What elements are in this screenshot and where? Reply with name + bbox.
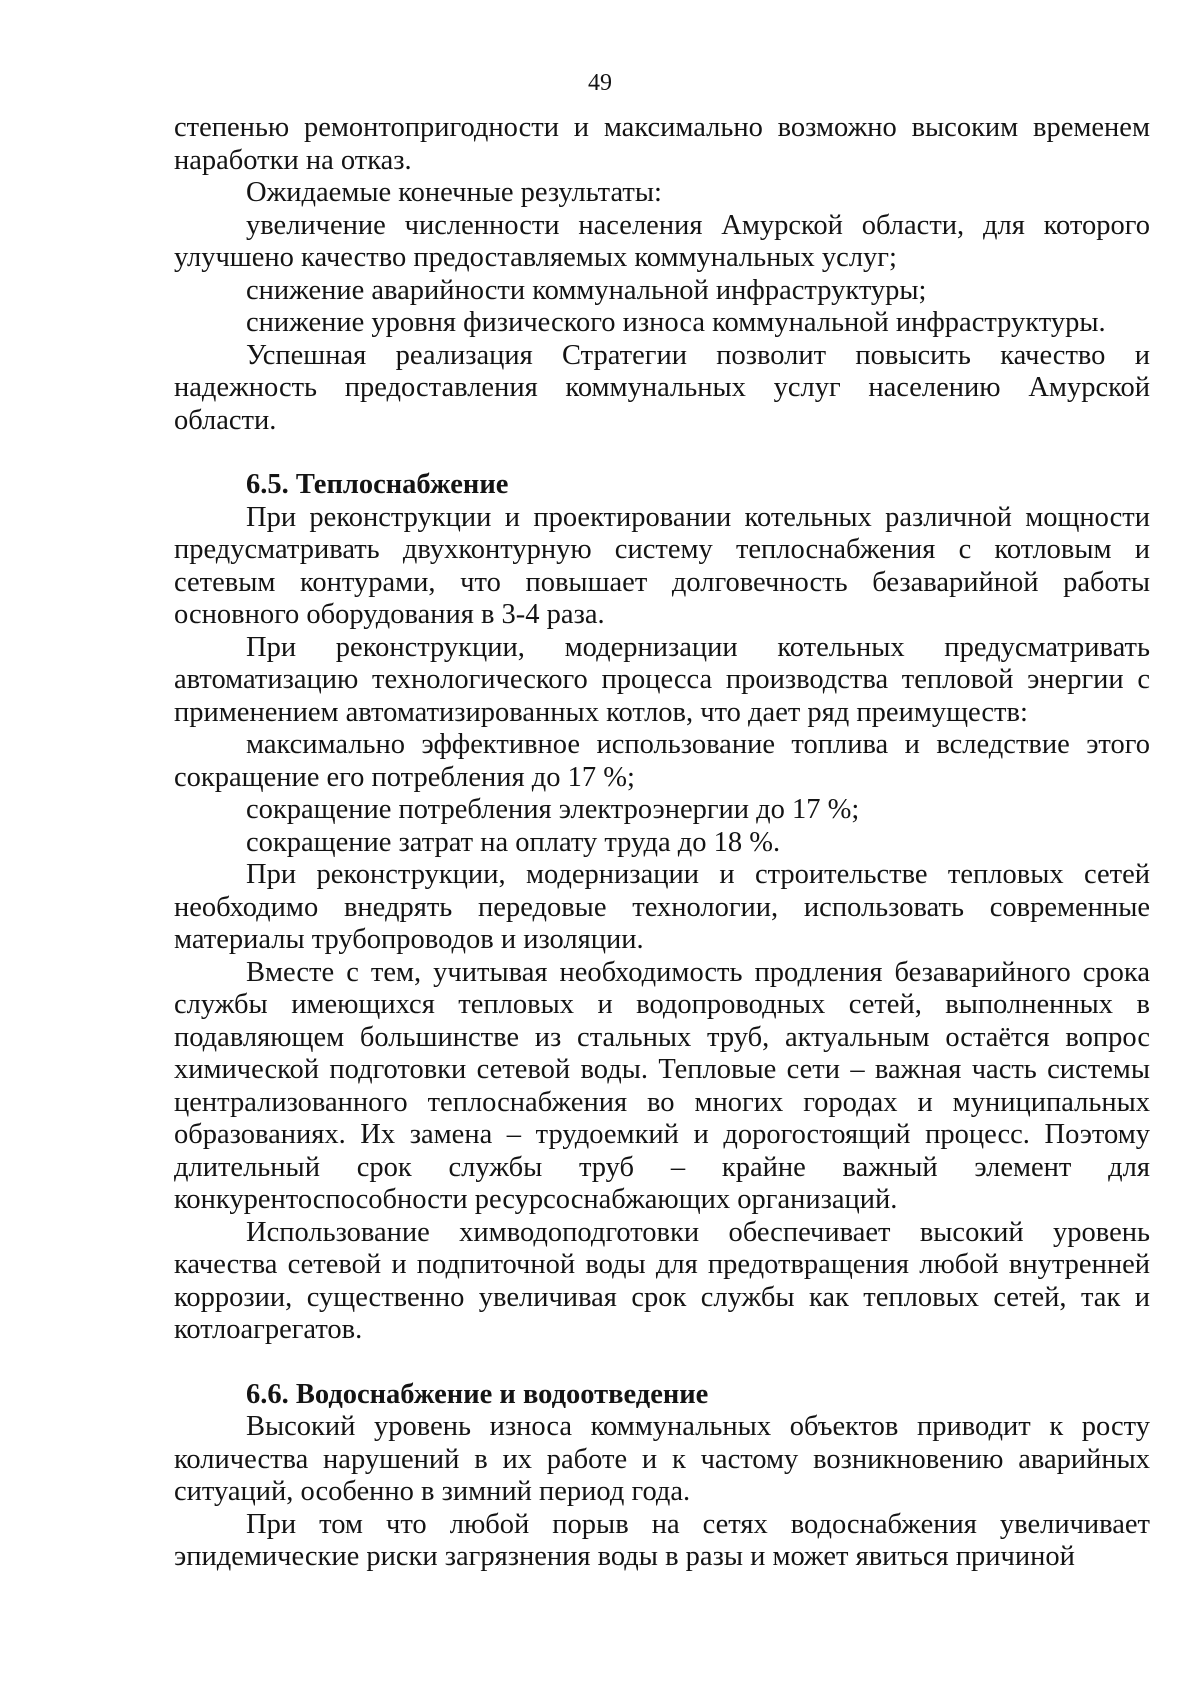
paragraph: Вместе с тем, учитывая необходимость продления безаварийного срока службы имеющихся тепловых и водопроводных сетей, выполненных в подавляющем большинстве из стальных труб, актуальным остаётся вопрос химической подготовки сетевой воды. Тепловые сети – важная часть системы централизованного теплоснабжения во многих городах и муниципальных образованиях. Их замена – трудоемкий и дорогостоящий процесс. Поэтому длительный срок службы труб – крайне важный элемент для конкурентоспособности ресурсоснабжающих организаций. <box>174 956 1150 1215</box>
page-number: 49 <box>588 70 612 96</box>
paragraph: степенью ремонтопригодности и максимально возможно высоким временем наработки на отказ. <box>174 112 1150 176</box>
paragraph: снижение уровня физического износа коммунальной инфраструктуры. <box>246 307 1106 338</box>
paragraph: максимально эффективное использование топлива и вследствие этого сокращение его потребления до 17 %; <box>174 729 1150 793</box>
paragraph: Успешная реализация Стратегии позволит повысить качество и надежность предоставления коммунальных услуг населению Амурской области. <box>174 339 1150 436</box>
paragraph: При том что любой порыв на сетях водоснабжения увеличивает эпидемические риски загрязнения воды в разы и может явиться причиной <box>174 1508 1150 1572</box>
paragraph: сокращение потребления электроэнергии до 17 %; <box>246 794 860 825</box>
paragraph: Ожидаемые конечные результаты: <box>246 177 662 208</box>
paragraph: увеличение численности населения Амурской области, для которого улучшено качество предоставляемых коммунальных услуг; <box>174 209 1150 273</box>
paragraph: сокращение затрат на оплату труда до 18 %. <box>246 826 781 858</box>
paragraph: Использование химводоподготовки обеспечивает высокий уровень качества сетевой и подпиточной воды для предотвращения любой внутренней коррозии, существенно увеличивая срок службы как тепловых сетей, так и котлоагрегатов. <box>174 1216 1150 1345</box>
paragraph: Высокий уровень износа коммунальных объектов приводит к росту количества нарушений в их работе и к частому возникновению аварийных ситуаций, особенно в зимний период года. <box>174 1411 1150 1507</box>
paragraph: При реконструкции, модернизации котельных предусматривать автоматизацию технологического процесса производства тепловой энергии с применением автоматизированных котлов, что дает ряд преимуществ: <box>174 631 1150 728</box>
page-content <box>174 112 1150 1574</box>
paragraph: снижение аварийности коммунальной инфраструктуры; <box>246 274 927 306</box>
section-heading-water-supply: 6.6. Водоснабжение и водоотведение <box>246 1378 709 1410</box>
section-heading-heat-supply: 6.5. Теплоснабжение <box>246 469 509 500</box>
paragraph: При реконструкции и проектировании котельных различной мощности предусматривать двухконтурную систему теплоснабжения с котловым и сетевым контурами, что повышает долговечность безаварийной работы основного оборудования в 3-4 раза. <box>174 501 1150 630</box>
paragraph: При реконструкции, модернизации и строительстве тепловых сетей необходимо внедрять передовые технологии, использовать современные материалы трубопроводов и изоляции. <box>174 859 1150 955</box>
